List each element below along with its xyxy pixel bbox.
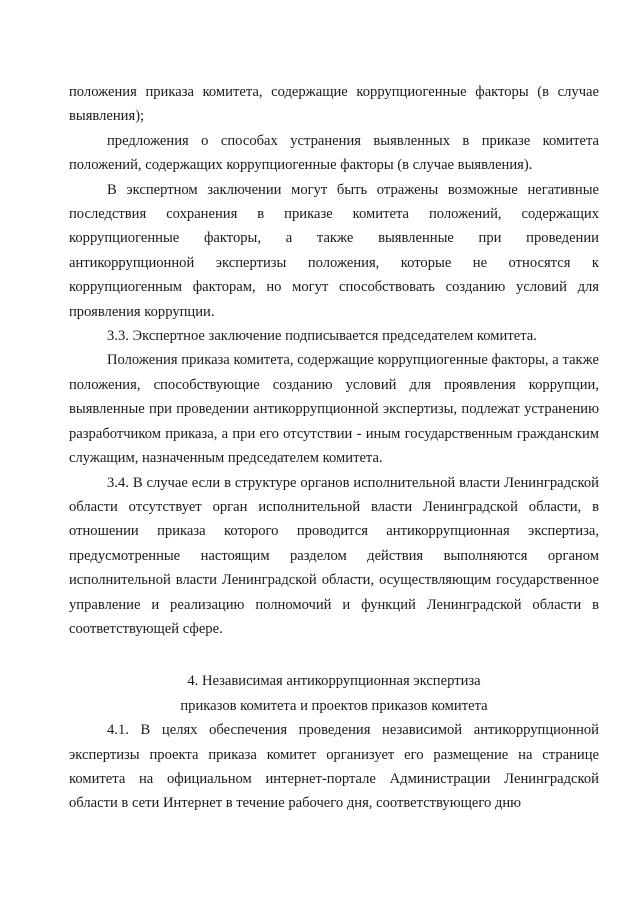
paragraph-3-3: 3.3. Экспертное заключение подписывается председателем комитета. — [107, 328, 537, 345]
paragraph-corruption-provisions: положения приказа комитета, содержащие коррупциогенные факторы (в случае выявления); — [69, 84, 599, 125]
section-heading-line-2: приказов комитета и проектов приказов комитета — [180, 697, 488, 714]
paragraph-3-4: 3.4. В случае если в структуре органов исполнительной власти Ленинградской области отсутствует орган исполнительной власти Ленинградской области, в отношении приказа которого проводится антикоррупционная экспертиза, предусмотренные настоящим разделом действия выполняются органом исполнительной власти Ленинградской области, осуществляющим государственное управление и реализацию полномочий и функций Ленинградской области в соответствующей сфере. — [69, 474, 599, 637]
section-heading-line-1: 4. Независимая антикоррупционная экспертиза — [187, 673, 481, 690]
document-page — [69, 80, 599, 816]
paragraph-negative-consequences: В экспертном заключении могут быть отражены возможные негативные последствия сохранения в приказе комитета положений, содержащих коррупциогенные факторы, а также выявленные при проведении антикоррупционной экспертизы положения, которые не относятся к коррупциогенным факторам, но могут способствовать созданию условий для проявления коррупции. — [69, 181, 599, 320]
paragraph-4-1: 4.1. В целях обеспечения проведения независимой антикоррупционной экспертизы проекта приказа комитет организует его размещение на странице комитета на официальном интернет-портале Администрации Ленинградской области в сети Интернет в течение рабочего дня, соответствующего дню — [69, 722, 599, 812]
paragraph-elimination-responsibility: Положения приказа комитета, содержащие коррупциогенные факторы, а также положения, способствующие созданию условий для проявления коррупции, выявленные при проведении антикоррупционной экспертизы, подлежат устранению разработчиком приказа, а при его отсутствии - иным государственным гражданским служащим, назначенным председателем комитета. — [69, 352, 599, 467]
paragraph-elimination-proposals: предложения о способах устранения выявленных в приказе комитета положений, содержащих коррупциогенные факторы (в случае выявления). — [69, 132, 599, 174]
section-spacer — [69, 641, 599, 669]
